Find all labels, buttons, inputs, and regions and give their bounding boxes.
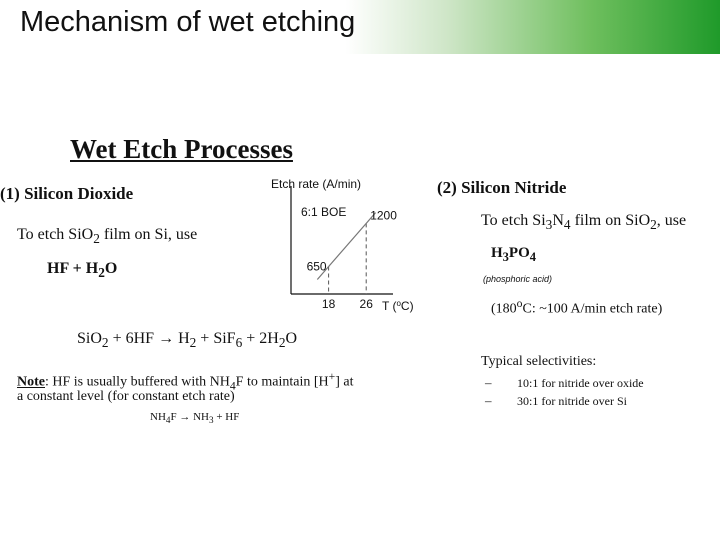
x-axis-label-sup: o [396,298,401,308]
nitride-heading: (2) Silicon Nitride [437,178,567,197]
reaction-part: H [174,330,190,347]
nitride-etchant [491,245,536,265]
nitride-etchant-note: (phosphoric acid) [483,274,553,284]
etch-rate-chart [265,170,435,320]
nitride-intro-sub: 2 [650,217,657,233]
selectivity-item [481,374,644,392]
nitride-etchant-sub: 3 [502,250,509,264]
nitride-rate-text: C: ~100 A/min etch rate) [522,301,663,317]
oxide-etchant-sub: 2 [98,265,105,281]
note-label: Note [17,374,45,390]
note-eq-sub: 4 [165,415,171,426]
oxide-intro-text-end: film on Si, use [99,226,198,243]
reaction-arrow: → [158,330,175,347]
nitride-intro-text: To etch Si [481,212,546,229]
selectivity-text: 30:1 for nitride over Si [517,394,627,408]
oxide-note-line2: a constant level (for constant etch rate) [17,389,235,404]
oxide-etchant-text: HF + H [47,260,99,277]
x-tick-label: 18 [321,297,336,311]
oxide-note-equation [150,411,239,425]
nitride-rate [491,297,662,318]
nitride-intro [481,212,686,233]
oxide-intro-text: To etch SiO [17,226,94,243]
note-eq-text: + HF [213,411,240,423]
oxide-intro-sub: 2 [93,231,100,247]
nitride-intro-text: , use [656,212,687,229]
note-text: : HF is usually buffered with NH [45,374,230,390]
note-sub: 4 [229,379,236,393]
reaction-sub: 2 [278,335,286,351]
slide-title: Mechanism of wet etching [20,6,356,38]
selectivity-list [481,374,644,410]
note-eq-text: F → NH [170,411,209,423]
oxide-heading: (1) Silicon Dioxide [0,184,134,203]
y-tick-label: 1200 [370,208,397,223]
note-text: F to maintain [H [235,374,329,390]
x-tick-label: 26 [359,297,373,311]
oxide-etchant-text-end: O [104,260,118,277]
bullet-dash: – [485,375,492,390]
nitride-etchant-text: PO [508,245,530,261]
figure-heading: Wet Etch Processes [70,134,293,164]
nitride-etchant-sub: 4 [529,250,537,264]
reaction-part: + 2H [242,330,279,347]
reaction-part: SiO [77,330,102,347]
note-sup: + [328,370,336,383]
nitride-rate-sup: o [516,297,523,310]
oxide-reaction [77,330,297,351]
x-axis-label: T ($^o$C) [382,298,414,313]
selectivity-text: 10:1 for nitride over oxide [517,376,644,390]
nitride-intro-text: N [552,212,564,229]
reaction-part: + 6HF [108,330,159,347]
reaction-sub: 2 [101,335,109,351]
nitride-etchant-text: H [491,245,503,261]
nitride-rate-text: (180 [491,301,517,317]
nitride-intro-sub: 4 [563,217,571,233]
y-axis-label: Etch rate (A/min) [271,177,362,191]
reaction-sub: 6 [235,335,243,351]
reaction-part: O [285,330,298,347]
bullet-dash: – [485,393,492,408]
reaction-sub: 2 [189,335,197,351]
nitride-intro-text: film on SiO [570,212,651,229]
x-axis-label-tail: C) [400,299,414,313]
y-tick-label: 650 [306,259,327,274]
series-name: 6:1 BOE [301,205,347,219]
reaction-part: + SiF [196,330,236,347]
note-text: ] at [335,374,354,390]
oxide-etchant [47,260,117,281]
note-eq-sub: 3 [208,415,214,426]
selectivity-title: Typical selectivities: [481,354,597,369]
note-eq-text: NH [150,411,166,423]
selectivity-item [481,392,644,410]
oxide-intro [17,226,197,247]
nitride-intro-sub: 3 [545,217,553,233]
